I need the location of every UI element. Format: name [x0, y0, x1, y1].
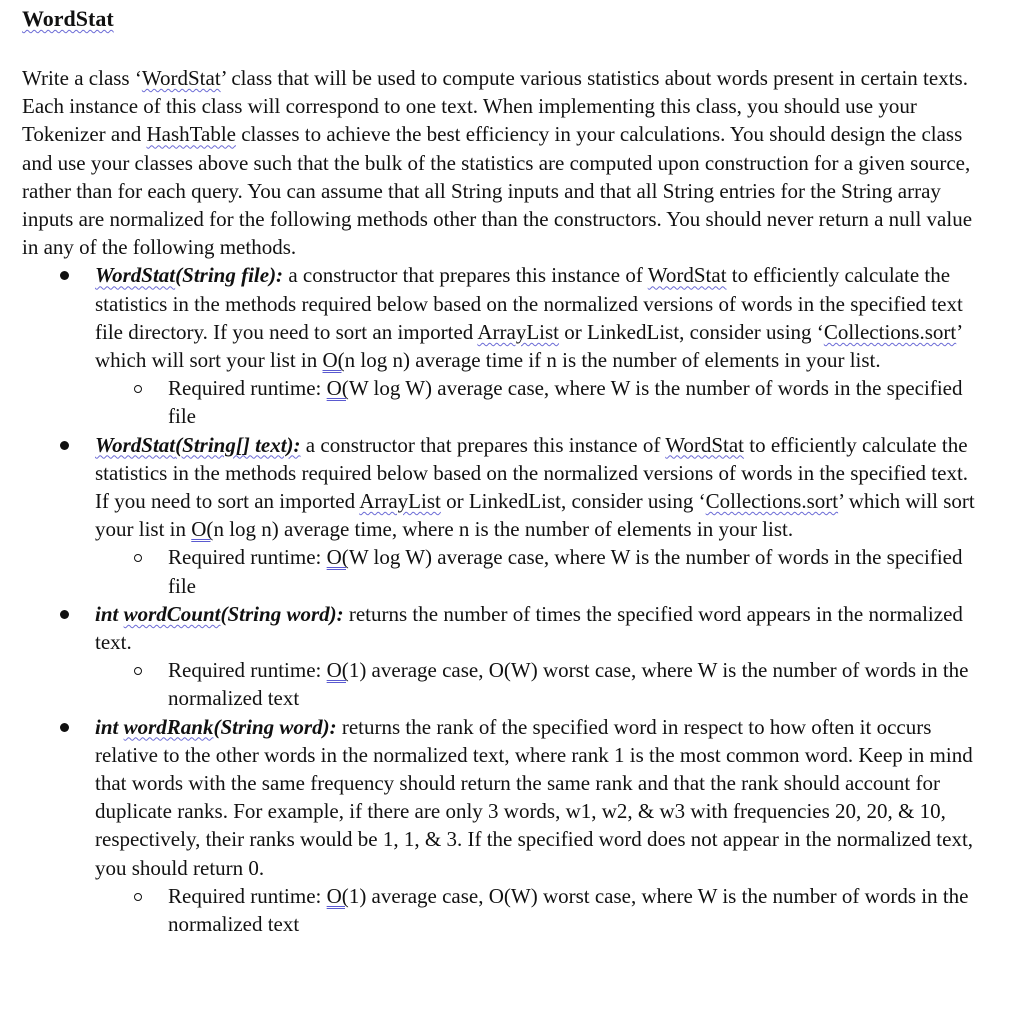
circle-bullet-icon [134, 385, 142, 393]
method-item-constructor-file: WordStat(String file): a constructor that prepares this instance of WordStat to efficiently calculate the statistics in the methods required below based on the normalized versions of words in the specified text file directory. If you need to sort an imported ArrayList or LinkedList, consider using ‘Collections.sort’ which will sort your list in O(n log n) average time if n is the number of elements in your list. Required runtime: O(W log W) average case, where W is the number of words in the specified file [22, 261, 982, 430]
circle-bullet-icon [134, 667, 142, 675]
bullet-icon [60, 723, 69, 732]
intro-paragraph: Write a class ‘WordStat’ class that will be used to compute various statistics about words present in certain texts. Each instance of this class will correspond to one text. When implementing this class, you should use your Tokenizer and HashTable classes to achieve the best efficiency in your calculations. You should design the class and use your classes above such that the bulk of the statistics are computed upon construction for a given source, rather than for each query. You can assume that all String inputs and that all String entries for the String array inputs are normalized for the following methods other than the constructors. You should never return a null value in any of the following methods. [22, 66, 973, 260]
requirement-list [95, 656, 982, 712]
method-item-word-count: int wordCount(String word): returns the number of times the specified word appears in the normalized text. Required runtime: O(1) average case, O(W) worst case, where W is the number of words in the normalized text [22, 600, 982, 713]
bullet-icon [60, 610, 69, 619]
circle-bullet-icon [134, 554, 142, 562]
requirement-list [95, 882, 982, 938]
document-page [22, 4, 982, 938]
requirement-item: Required runtime: O(W log W) average case, where W is the number of words in the specified file [95, 374, 982, 430]
requirement-item: Required runtime: O(1) average case, O(W) worst case, where W is the number of words in the normalized text [95, 656, 982, 712]
bullet-icon [60, 271, 69, 280]
requirement-item: Required runtime: O(W log W) average case, where W is the number of words in the specified file [95, 543, 982, 599]
circle-bullet-icon [134, 893, 142, 901]
spacer [22, 34, 982, 64]
requirement-item: Required runtime: O(1) average case, O(W) worst case, where W is the number of words in the normalized text [95, 882, 982, 938]
bullet-icon [60, 441, 69, 450]
requirement-list [95, 374, 982, 430]
method-item-constructor-array: WordStat(String[] text): a constructor that prepares this instance of WordStat to efficiently calculate the statistics in the methods required below based on the normalized versions of words in the specified text. If you need to sort an imported ArrayList or LinkedList, consider using ‘Collections.sort’ which will sort your list in O(n log n) average time, where n is the number of elements in your list. Required runtime: O(W log W) average case, where W is the number of words in the specified file [22, 431, 982, 600]
method-list [22, 261, 982, 938]
method-item-word-rank: int wordRank(String word): returns the rank of the specified word in respect to how often it occurs relative to the other words in the normalized text, where rank 1 is the most common word. Keep in mind that words with the same frequency should return the same rank and that the rank should account for duplicate ranks. For example, if there are only 3 words, w1, w2, & w3 with frequencies 20, 20, & 10, respectively, their ranks would be 1, 1, & 3. If the specified word does not appear in the normalized text, you should return 0. Required runtime: O(1) average case, O(W) worst case, where W is the number of words in the normalized text [22, 713, 982, 939]
requirement-list [95, 543, 982, 599]
page-title: WordStat [22, 6, 114, 31]
